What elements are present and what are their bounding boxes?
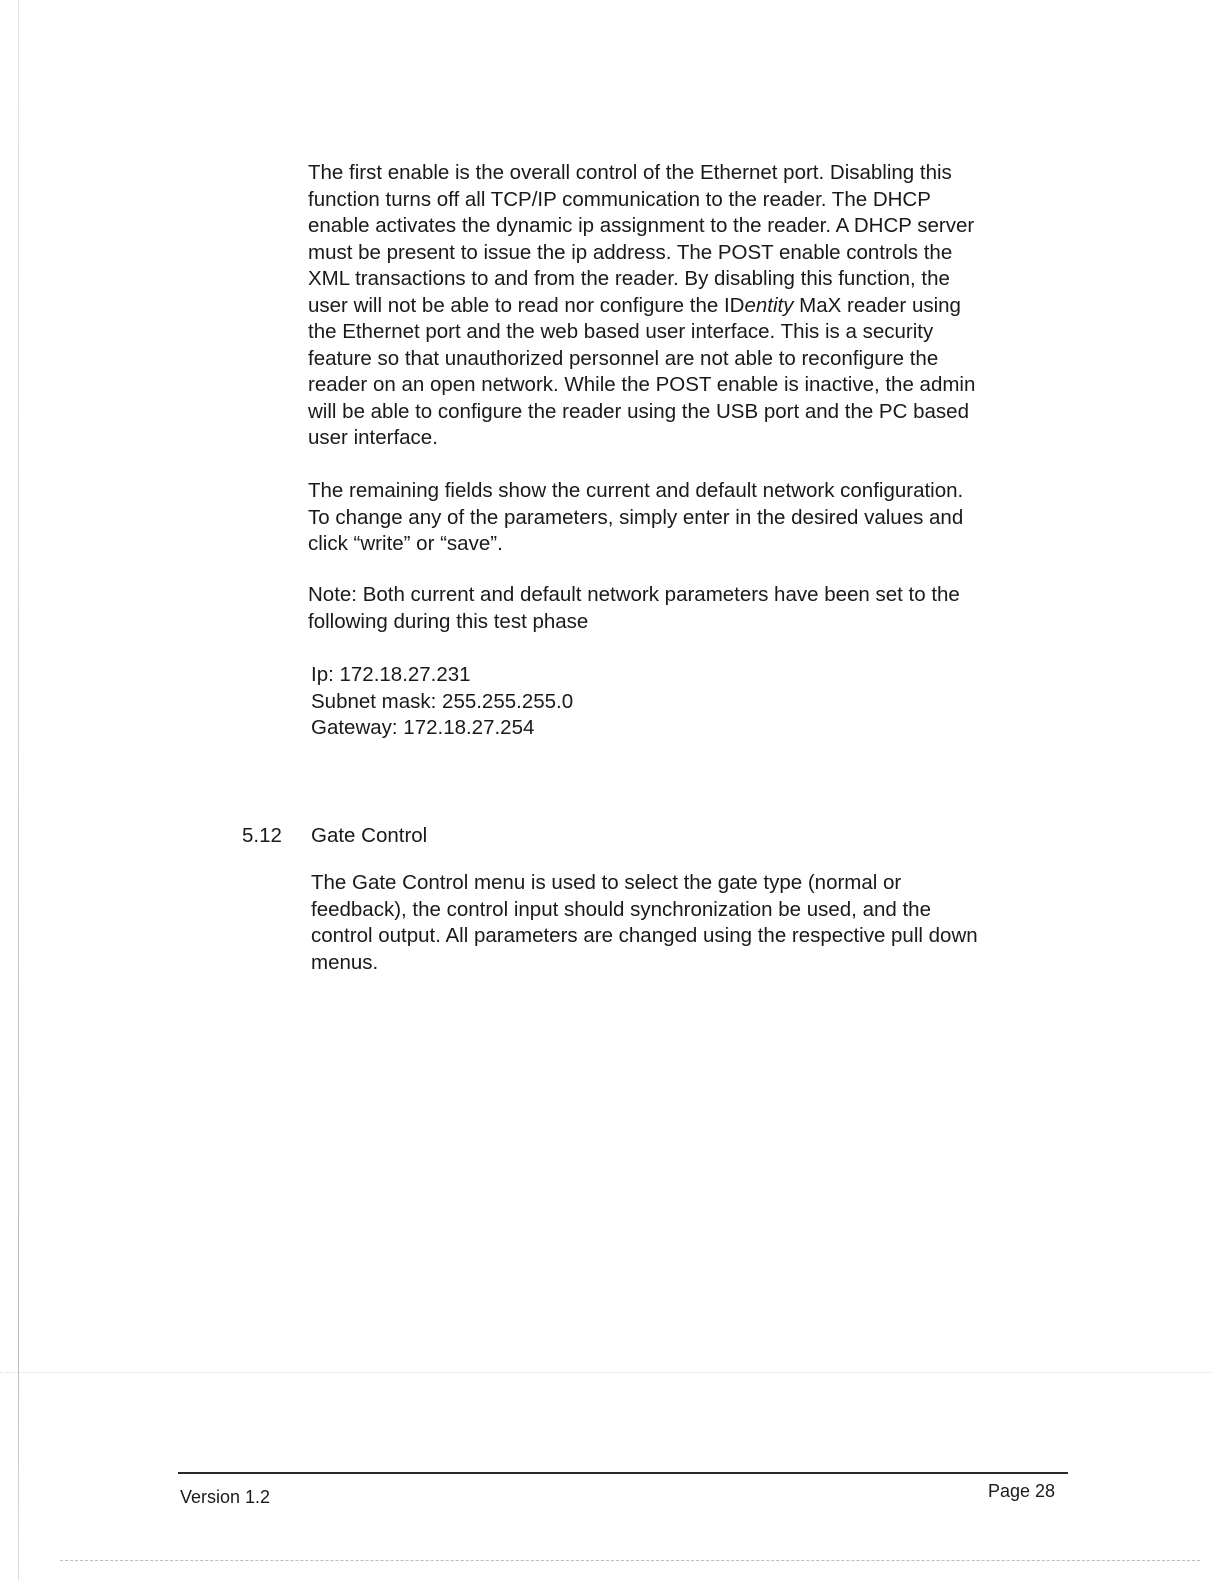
ip-address: Ip: 172.18.27.231 [311,663,471,686]
footer-page-number: Page 28 [988,1481,1056,1501]
scan-left-edge [18,0,19,1580]
scan-artifact-dotted-line [0,1372,1212,1374]
paragraph-line: will be able to configure the reader using the USB port and the PC based [308,399,969,423]
paragraph-line: feature so that unauthorized personnel are not able to reconfigure the [308,346,939,370]
section-number: 5.12 [242,824,282,847]
italic-text-run: entity [744,293,794,317]
gateway-address: Gateway: 172.18.27.254 [311,716,535,739]
paragraph-line: control output. All parameters are changed using the respective pull down [311,924,978,947]
paragraph-line [308,293,1068,320]
paragraph-ethernet-enable [308,160,1068,452]
scan-artifact-bottom-line [60,1560,1200,1562]
footer-version: Version 1.2 [180,1487,271,1507]
paragraph-line: To change any of the parameters, simply enter in the desired values and [308,505,964,529]
paragraph-line: following during this test phase [308,609,589,633]
paragraph-remaining-fields [308,478,1068,558]
text-run: user will not be able to read nor configure the ID [308,293,745,317]
paragraph-line: click “write” or “save”. [308,532,503,555]
paragraph-line: The remaining fields show the current and default network configuration. [308,479,964,502]
paragraph-line: user interface. [308,426,438,449]
paragraph-line: the Ethernet port and the web based user interface. This is a security [308,320,934,343]
paragraph-line: reader on an open network. While the POST enable is inactive, the admin [308,373,976,396]
paragraph-line: The first enable is the overall control of the Ethernet port. Disabling this [308,161,952,184]
paragraph-note [308,582,1068,635]
paragraph-line: function turns off all TCP/IP communication to the reader. The DHCP [308,187,931,211]
paragraph-line: enable activates the dynamic ip assignment to the reader. A DHCP server [308,214,975,237]
section-title: Gate Control [311,824,428,847]
network-parameters [311,662,911,742]
paragraph-line: XML transactions to and from the reader. By disabling this function, the [308,267,950,290]
paragraph-gate-control [311,870,1071,976]
paragraph-line: must be present to issue the ip address. The POST enable controls the [308,240,953,264]
paragraph-line: Note: Both current and default network parameters have been set to the [308,583,960,606]
footer-divider [178,1472,1068,1474]
paragraph-line: feedback), the control input should synchronization be used, and the [311,897,931,921]
text-run: MaX reader using [793,293,961,317]
paragraph-line: The Gate Control menu is used to select the gate type (normal or [311,871,902,894]
paragraph-line: menus. [311,950,379,974]
subnet-mask: Subnet mask: 255.255.255.0 [311,689,574,713]
